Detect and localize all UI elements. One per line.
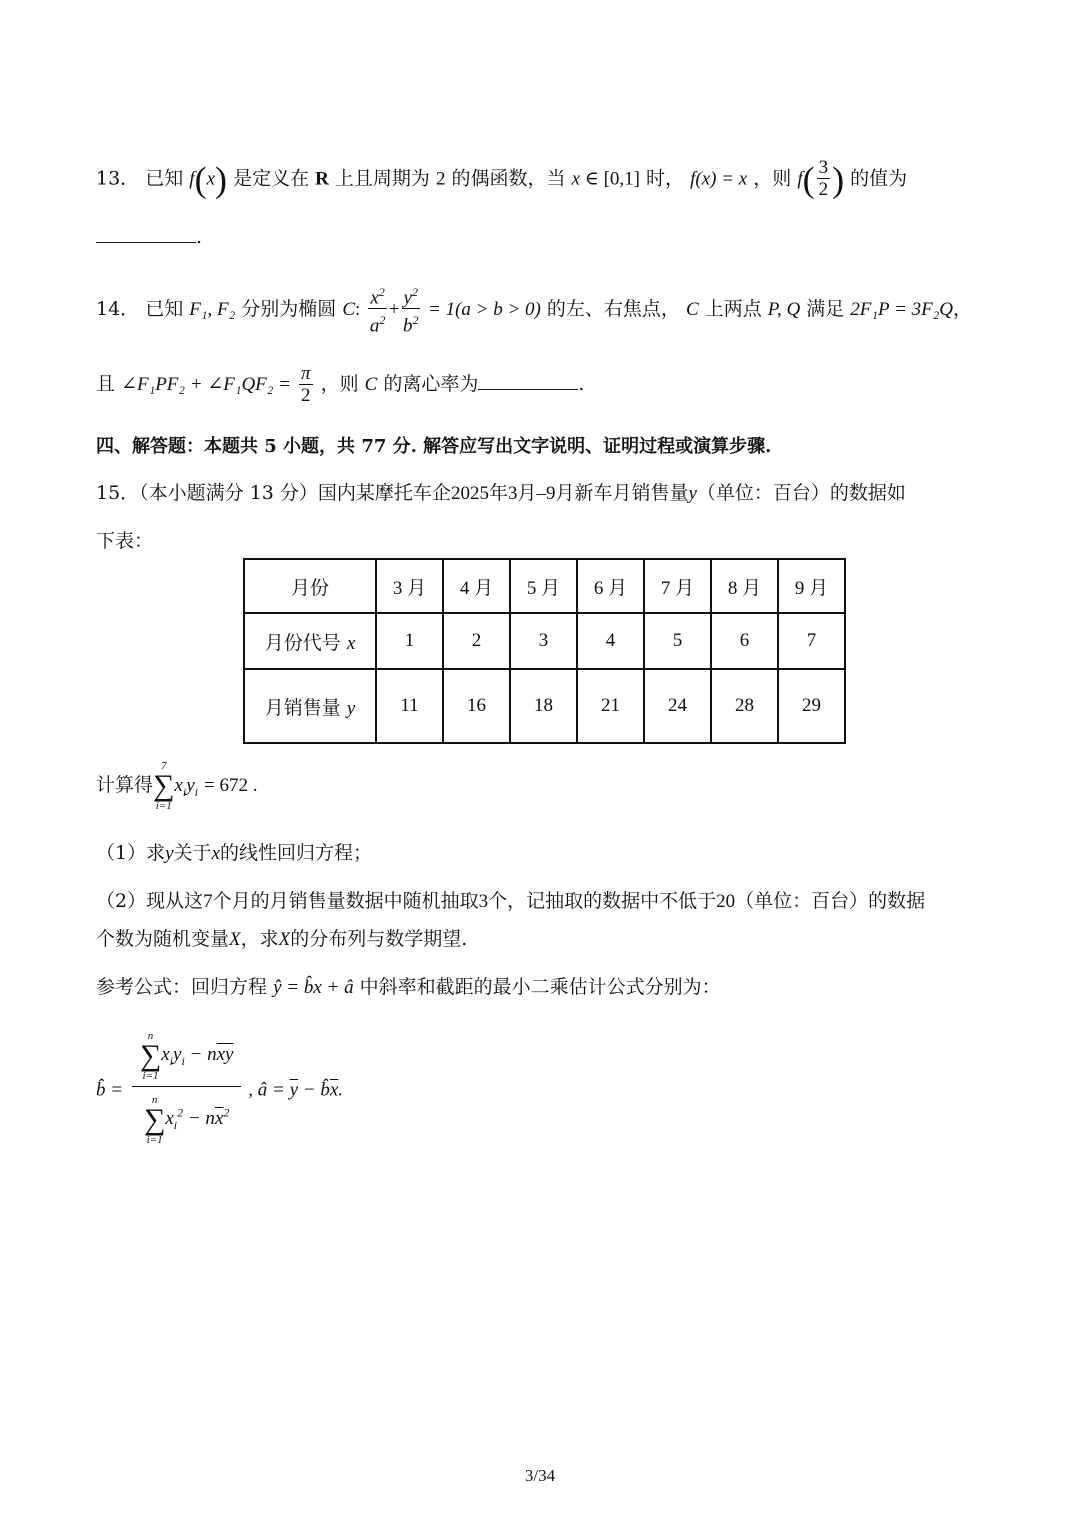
question-15 [96, 478, 906, 509]
table-cell: 6 [711, 613, 778, 669]
table-cell: 7 [778, 613, 845, 669]
table-header: 4 月 [443, 559, 510, 613]
math-PQ: P, Q [767, 298, 801, 320]
part-2-line2 [96, 924, 467, 955]
math-sum-value: = 672 . [204, 775, 258, 796]
math-fx: f [189, 168, 195, 190]
table-cell: 29 [778, 669, 845, 743]
reference-formula-intro: 参考公式：回归方程 ŷ = b̂x + â 中斜率和截距的最小二乘估计公式分别为： [96, 976, 721, 998]
math-C: C [364, 374, 378, 395]
text: 的左、右焦点， [546, 297, 680, 320]
fraction-pi-2: $\frac{\pi}{2}$ [301, 362, 311, 406]
sales-table [243, 558, 846, 744]
table-row [244, 613, 845, 669]
math-foci: F₁, F₂ [189, 298, 236, 320]
part-2 [96, 886, 925, 917]
text: 个，记抽取的数据中不低于 [488, 890, 717, 912]
table-header: 8 月 [711, 559, 778, 613]
text: 已知 [145, 297, 184, 320]
question-14-line2 [96, 362, 584, 407]
section-heading: 四、解答题：本题共 5 小题，共 77 分. 解答应写出文字说明、证明过程或演算步骤. [96, 436, 772, 457]
table-cell: 3 [510, 613, 577, 669]
text: 且 [96, 373, 116, 395]
table-cell: 28 [711, 669, 778, 743]
math-month: –9 [536, 483, 556, 504]
table-cell: 21 [577, 669, 644, 743]
sum-given: 计算得 7 ∑ i=1 $x_iy_i = 672$ . [96, 760, 258, 812]
question-13: 13． 已知 f(x) 是定义在 R 上且周期为 2 的偶函数，当 x ∈ [0,1] 时， f(x) = x ，则 f( $\frac{3}{2}$ ) 的值为 [96, 157, 908, 200]
math-X: X [229, 929, 241, 950]
question-number: 13． [96, 167, 140, 190]
text: . [196, 226, 203, 248]
text: 参考公式：回归方程 [96, 976, 268, 998]
table-header: 7 月 [644, 559, 711, 613]
text: 月新车月销售量 [555, 482, 689, 504]
question-number: 14． [96, 297, 140, 320]
math-condition: = 1(a > b > 0) [428, 298, 541, 320]
page-number: 3/34 [524, 1466, 556, 1485]
text: 的分布列与数学期望. [290, 928, 468, 950]
text: 的值为 [850, 167, 908, 190]
table-cell: 24 [644, 669, 711, 743]
blank-line [96, 224, 196, 243]
sigma-symbol: 7 ∑ i=1 [153, 760, 175, 812]
text: 的线性回归方程； [219, 842, 372, 864]
math-R: R [315, 168, 329, 190]
text: （1）求 [96, 842, 166, 864]
table-cell: 18 [510, 669, 577, 743]
math-C: C [342, 298, 356, 320]
text: ，求 [240, 928, 279, 950]
text: （单位：百台）的数据如 [696, 482, 906, 504]
question-14: 14． 已知 F₁, F₂ 分别为椭圆 C: $\frac{x^2}{a^2}$ + $\frac{y^2}{b^2}$ = 1(a > b > 0) 的左、右焦点， C 上两点 P, Q 满足 2F₁P = 3F₂Q， [96, 282, 972, 338]
part-1: （1）求y关于x的线性回归方程； [96, 842, 372, 864]
fraction-3-2: $\frac{3}{2}$ [818, 157, 829, 200]
table-cell: 2 [443, 613, 510, 669]
text: 15．（本小题满分 13 分）国内某摩托车企 [96, 482, 451, 504]
text: ，则 [753, 167, 792, 190]
table-header: 5 月 [510, 559, 577, 613]
math-year: 2025 [450, 483, 489, 504]
table-cell: 1 [376, 613, 443, 669]
math-number: 7 [203, 891, 213, 912]
table-header: 月份 [244, 559, 376, 613]
text: 的离心率为 [383, 373, 479, 395]
fraction-x2-a2: $\frac{x^2}{a^2}$ [368, 282, 386, 338]
math-period: 2 [435, 168, 446, 190]
fraction-y2-b2: $\frac{y^2}{b^2}$ [402, 282, 420, 338]
least-squares-formula: b̂ = n ∑ i=1 $x_iy_i - n\overline{x}\overline{y}$ n ∑ i=1 $x_i^2 - n\overline{x}^2$ , â = $\overline{y}$ − $b̂\overline{x}$. [96, 1030, 344, 1147]
table-cell: 4 [577, 613, 644, 669]
text: 时， [646, 167, 685, 190]
math-y: y [688, 483, 697, 504]
math-interval: [0,1] [603, 168, 640, 190]
text: 年 [488, 482, 508, 504]
text: （2）现从这 [96, 890, 204, 912]
table-cell: 11 [376, 669, 443, 743]
text: 满足 [806, 297, 845, 320]
math-C: C [685, 298, 699, 320]
text: 分别为椭圆 [241, 297, 337, 320]
math-vector-eq: 2F₁P = 3F₂Q [850, 298, 954, 320]
answer-blank-13 [96, 222, 202, 252]
math-angles: ∠F₁PF₂ + ∠F₁QF₂ = [121, 374, 291, 395]
text: 是定义在 [233, 167, 310, 190]
text: . [578, 373, 585, 395]
math-fx-eq: f(x) = x [690, 168, 748, 190]
text: 月 [517, 482, 537, 504]
text: 的偶函数，当 [451, 167, 566, 190]
text: 个月的月销售量数据中随机抽取 [212, 890, 479, 912]
table-row [244, 669, 845, 743]
text: 上且周期为 [334, 167, 430, 190]
table-cell: 16 [443, 669, 510, 743]
text: ，则 [320, 373, 359, 395]
text: （单位：百台）的数据 [735, 890, 926, 912]
text: 中斜率和截距的最小二乘估计公式分别为： [359, 976, 721, 998]
text: 计算得 [96, 774, 154, 796]
text: 已知 [145, 167, 184, 190]
table-cell: 5 [644, 613, 711, 669]
text: 个数为随机变量 [96, 928, 230, 950]
math-number: 3 [478, 891, 489, 912]
question-15-line2: 下表： [96, 530, 154, 552]
table-row [244, 559, 845, 613]
math-month: 3 [507, 483, 518, 504]
math-X: X [278, 929, 291, 950]
text: 上两点 [704, 297, 762, 320]
text: 关于 [173, 842, 212, 864]
blank-line [478, 371, 578, 390]
table-header: 3 月 [376, 559, 443, 613]
table-header: 9 月 [778, 559, 845, 613]
table-header: 6 月 [577, 559, 644, 613]
math-number: 20 [716, 891, 736, 912]
table-cell: 月份代号 x [244, 613, 376, 669]
table-cell: 月销售量 y [244, 669, 376, 743]
